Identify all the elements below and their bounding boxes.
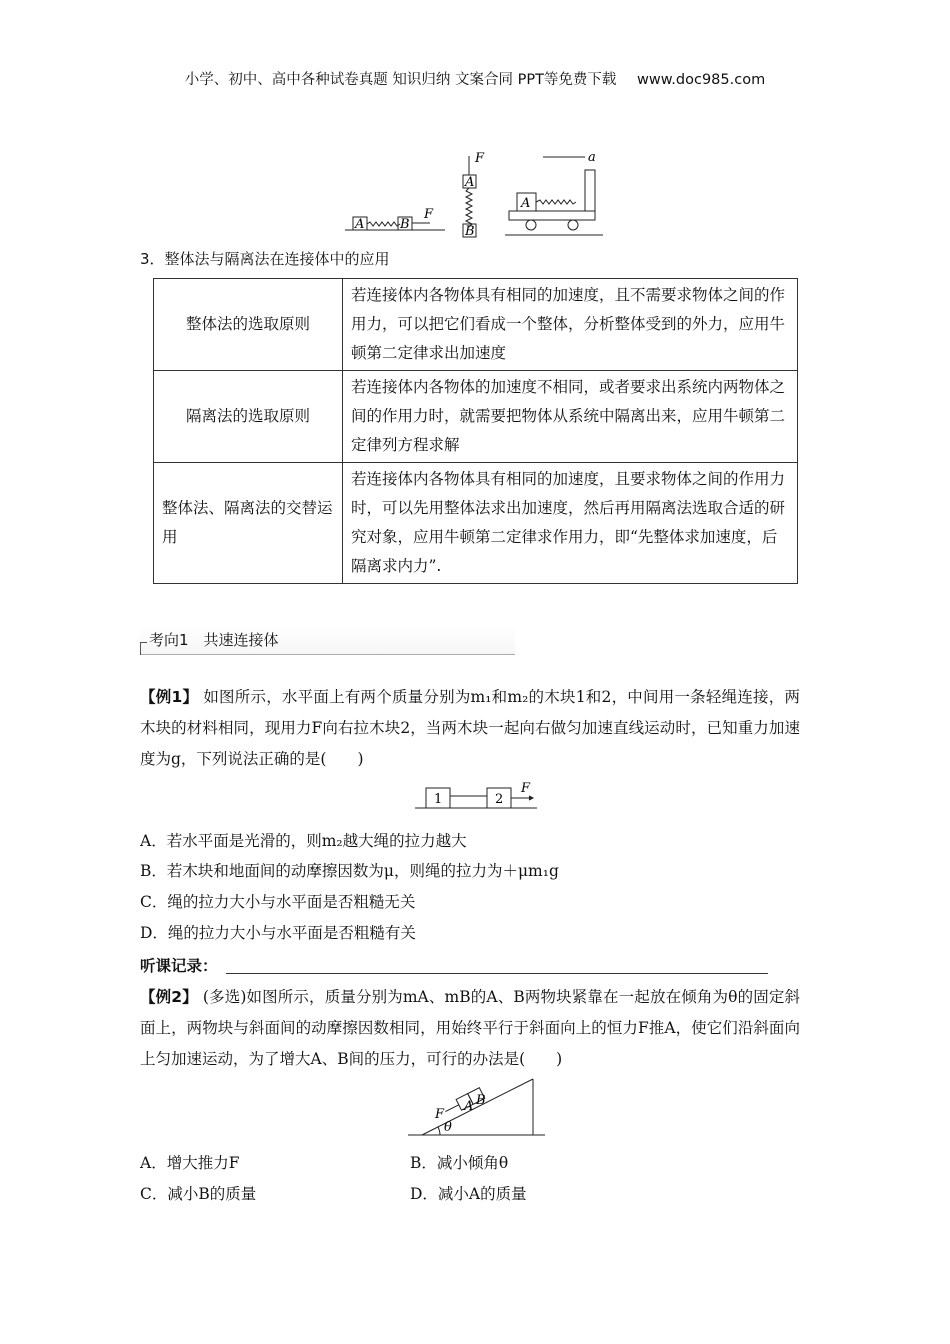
example2-option-c: C．减小B的质量 [140,1185,257,1203]
notes-label: 听课记录： [140,957,218,975]
row-text: 若连接体内各物体的加速度不相同，或者要求出系统内两物体之间的作用力时，就需要把物体从系统中隔离出来，应用牛顿第二定律列方程求解 [343,371,798,463]
incline-angle-label: θ [444,1120,452,1135]
example1-option-c: C．绳的拉力大小与水平面是否粗糙无关 [140,893,416,911]
corner-mark [140,642,147,655]
example1-figure [410,778,545,816]
row-label: 整体法、隔离法的交替运用 [154,463,343,584]
fig2-label-b: B [465,224,475,239]
page-header [0,68,950,89]
fig3-label-a: A [521,196,531,211]
topic-title: 考向1 共速连接体 [149,631,279,649]
example2-question [140,982,800,1075]
example1-option-d: D．绳的拉力大小与水平面是否粗糙有关 [140,924,416,942]
block-1-label: 1 [434,792,443,807]
row-text: 若连接体内各物体具有相同的加速度，且不需要求物体之间的作用力，可以把它们看成一个整体，分析整体受到的外力，应用牛顿第二定律求出加速度 [343,279,798,371]
fig1-label-b: B [400,217,410,232]
example2-tag: 【例2】 [140,988,198,1006]
incline-force-label: F [435,1107,445,1122]
incline-block-a-label: A [464,1099,474,1114]
section-title: 3．整体法与隔离法在连接体中的应用 [140,250,390,268]
block-2-label: 2 [495,792,504,807]
methods-table [153,278,798,584]
example1-question [140,682,800,775]
example1-option-b: B．若木块和地面间的动摩擦因数为μ，则绳的拉力为＋μm₁g [140,862,559,880]
fig2-label-a: A [465,175,475,190]
fig3-label-accel: a [588,150,596,165]
example1-option-a: A．若水平面是光滑的，则m₂越大绳的拉力越大 [140,832,467,850]
example2-option-a: A．增大推力F [140,1154,240,1172]
fig2-label-f: F [475,151,485,166]
force-label: F [521,781,531,796]
table-row [154,371,798,463]
example1-tag: 【例1】 [140,688,199,706]
incline-block-b-label: B [476,1093,486,1108]
example1-text: 如图所示，水平面上有两个质量分别为m₁和m₂的木块1和2，中间用一条轻绳连接，两木块的材料相同，现用力F向右拉木块2，当两木块一起向右做匀加速直线运动时，已知重力加速度为g，下列说法正确的是( ) [140,688,800,768]
row-text: 若连接体内各物体具有相同的加速度，且要求物体之间的作用力时，可以先用整体法求出加速度，然后再用隔离法选取合适的研究对象，应用牛顿第二定律求作用力，即“先整体求加速度，后隔离求内力”. [343,463,798,584]
fig1-label-a: A [355,217,365,232]
topic-header [140,626,515,655]
table-row [154,279,798,371]
row-label: 整体法的选取原则 [154,279,343,371]
table-row [154,463,798,584]
header-text: 小学、初中、高中各种试卷真题 知识归纳 文案合同 PPT等免费下载 [184,72,617,88]
row-label: 隔离法的选取原则 [154,371,343,463]
fig1-label-f: F [424,207,434,222]
notes-field[interactable] [140,952,218,980]
example2-option-d: D．减小A的质量 [410,1185,527,1203]
example2-text: (多选)如图所示，质量分别为mA、mB的A、B两物块紧靠在一起放在倾角为θ的固定斜面上，两物块与斜面间的动摩擦因数相同，用始终平行于斜面向上的恒力F推A，使它们沿斜面向上匀加速运动，为了增大A、B间的压力，可行的办法是( ) [140,988,800,1068]
notes-line [226,973,768,974]
header-url[interactable]: www.doc985.com [637,72,766,88]
example2-incline-figure [400,1075,550,1140]
example2-option-b: B．减小倾角θ [410,1154,509,1172]
connected-body-figures [340,140,610,240]
